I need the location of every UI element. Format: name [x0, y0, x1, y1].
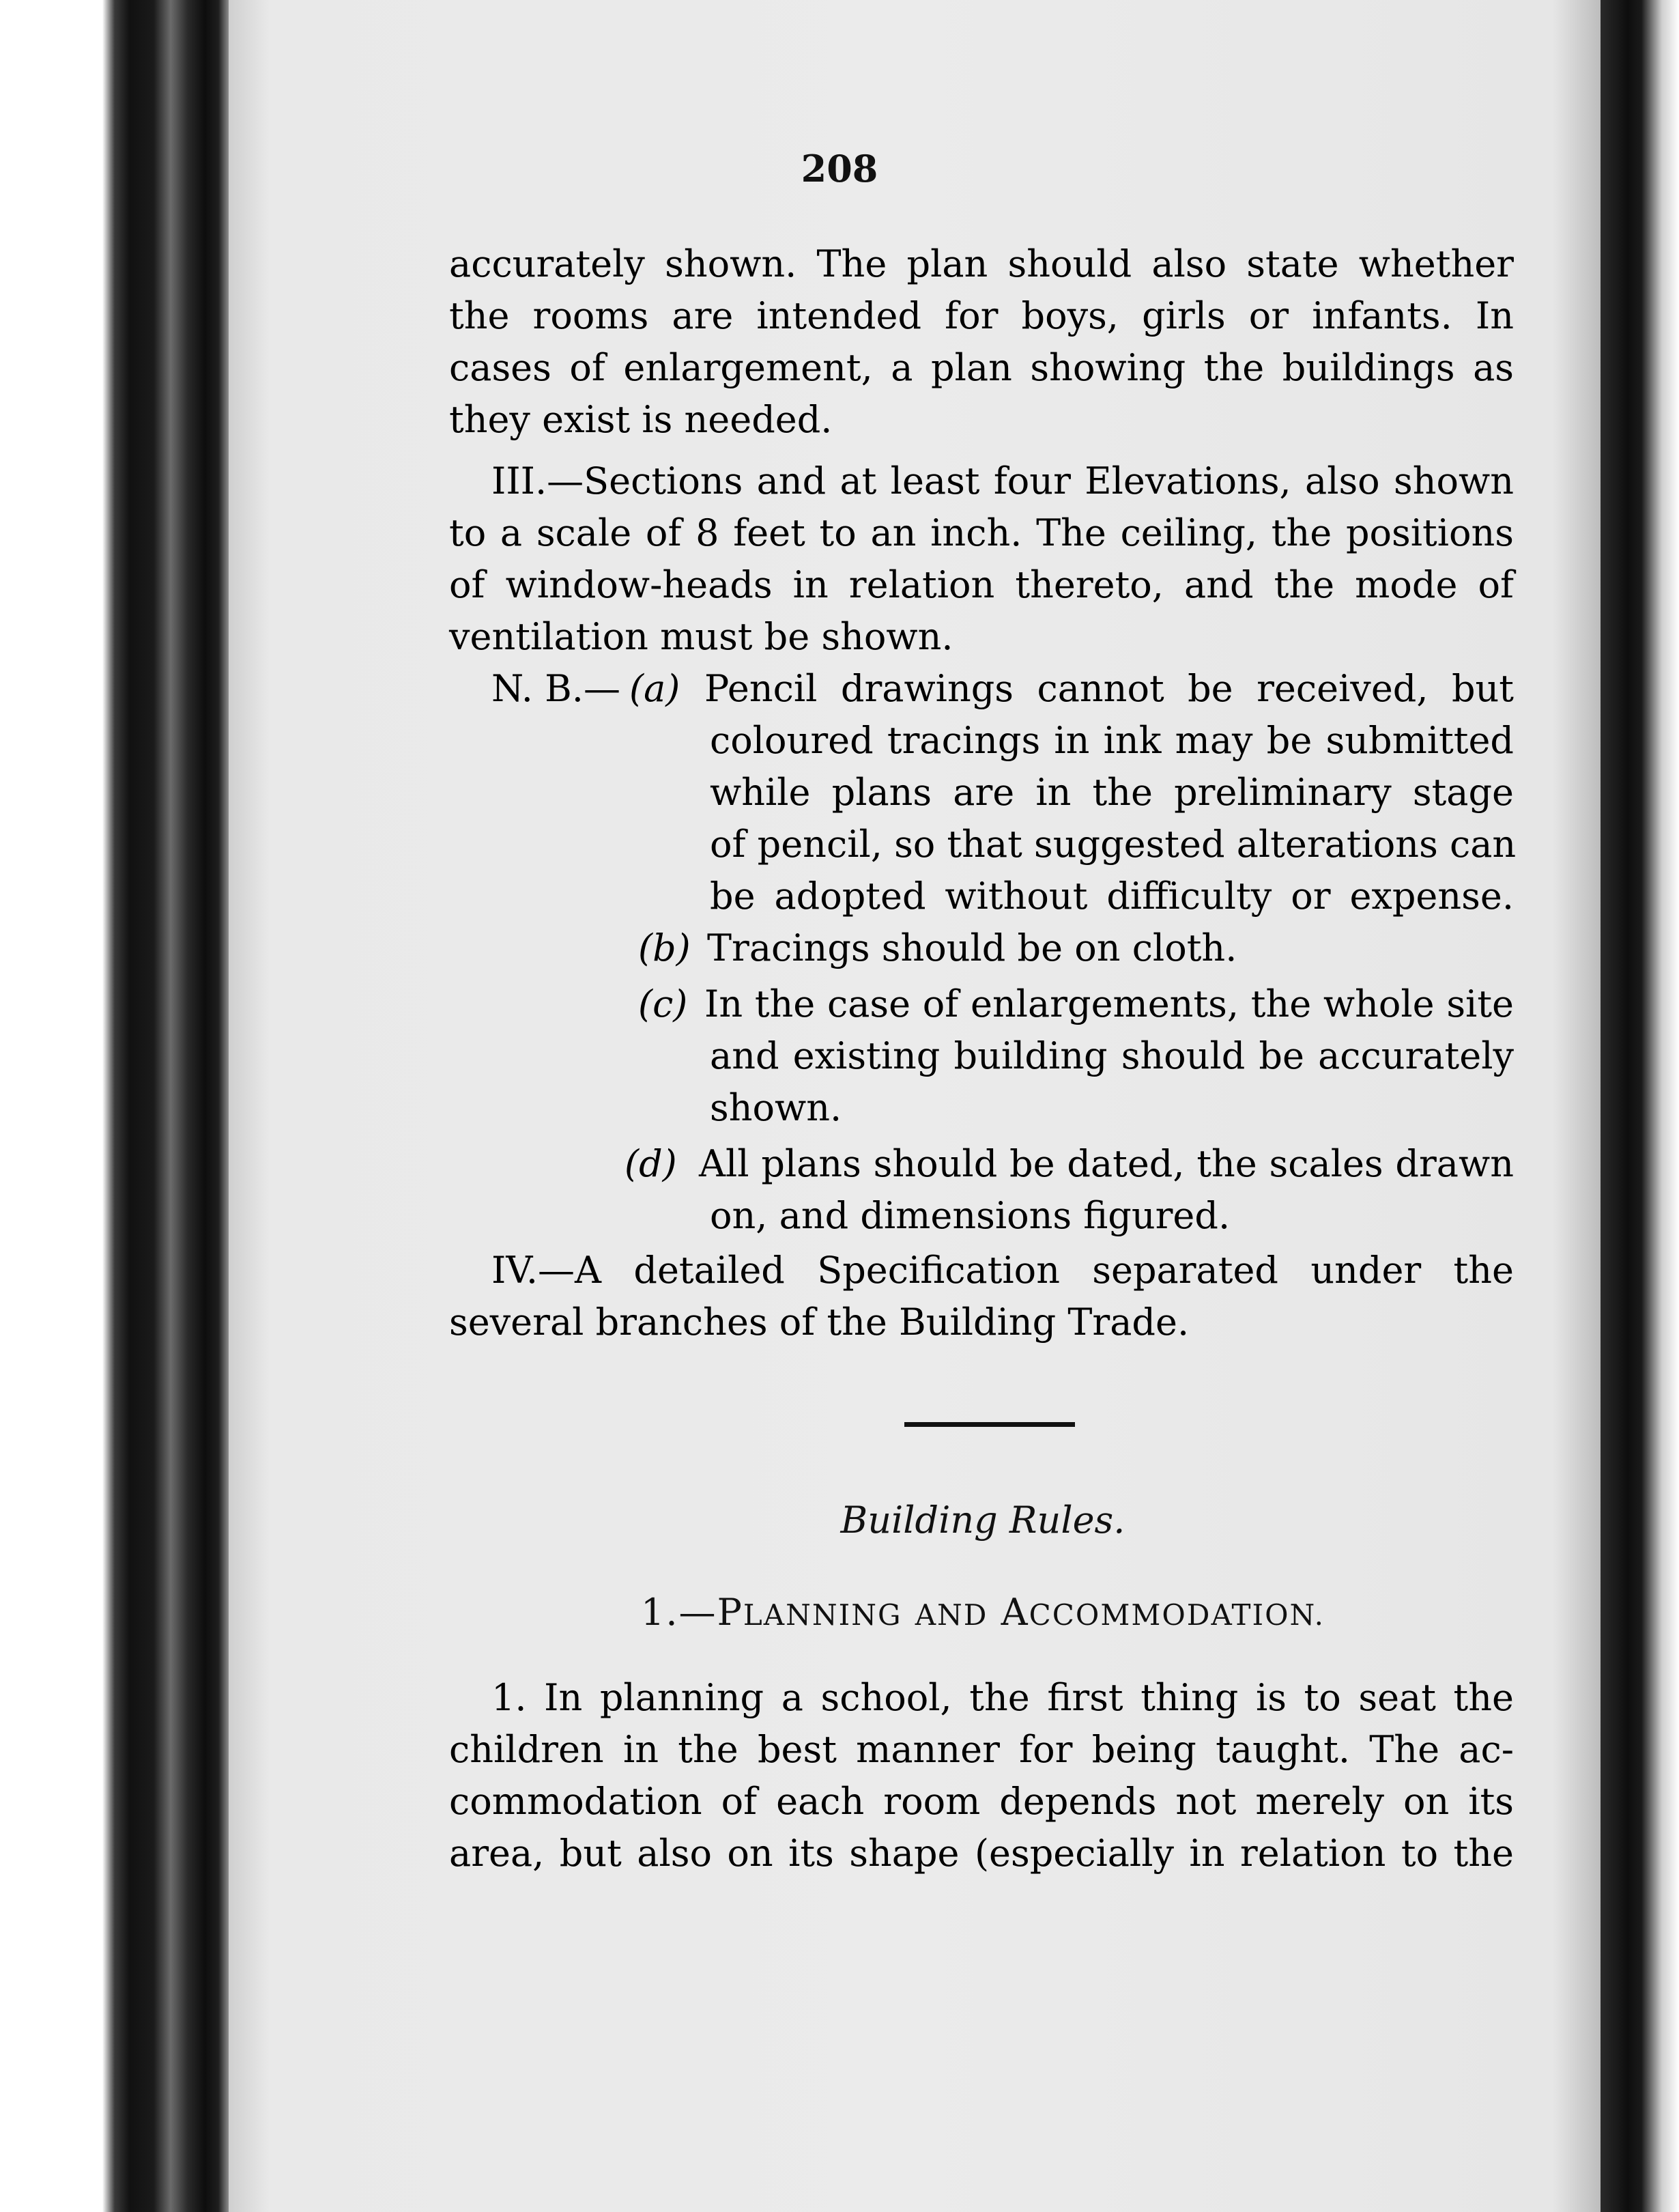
list-marker: (d) [625, 1142, 677, 1185]
book-binding-edge [0, 0, 229, 2212]
text-line: to a scale of 8 feet to an inch. The ceiling, the positions [449, 511, 1514, 554]
text-line: and existing building should be accurately [710, 1034, 1514, 1077]
text-line: Tracings should be on cloth. [707, 926, 1237, 969]
text-line: area, but also on its shape (especially in relation to the [449, 1832, 1514, 1875]
list-marker: (a) [629, 667, 680, 710]
text-line: 1. In planning a school, the first thing is to seat the [491, 1676, 1514, 1719]
text-line: IV.—A detailed Specification separated under the [491, 1249, 1514, 1292]
next-page-edge [1601, 0, 1679, 2212]
text-line: while plans are in the preliminary stage [710, 771, 1514, 814]
heading-word: AND [915, 1598, 988, 1632]
heading-word: LANNING [743, 1598, 902, 1632]
text-line: of pencil, so that suggested alterations can [710, 823, 1517, 866]
building-rules-title: Building Rules. [840, 1499, 1125, 1542]
text-line: coloured tracings in ink may be submitted [710, 719, 1514, 762]
text-line: In the case of enlargements, the whole site [704, 982, 1514, 1025]
text-line: III.—Sections and at least four Elevations, also shown [491, 459, 1514, 502]
text-line: they exist is needed. [449, 398, 833, 441]
section-number: 1.— [641, 1591, 717, 1634]
section-divider [904, 1422, 1075, 1427]
list-marker: (b) [638, 926, 691, 969]
heading-initial: P [717, 1591, 743, 1634]
page-number: 208 [801, 147, 878, 190]
section-heading [0, 1591, 1679, 1634]
text-line: accurately shown. The plan should also state whether [449, 242, 1514, 285]
text-line: be adopted without difficulty or expense. [710, 875, 1514, 918]
heading-word: CCOMMODATION. [1029, 1598, 1325, 1632]
text-line: of window-heads in relation thereto, and the mode of [449, 563, 1514, 606]
text-line: ventilation must be shown. [449, 615, 953, 658]
text-line: cases of enlargement, a plan showing the buildings as [449, 346, 1514, 389]
heading-initial: A [1001, 1591, 1029, 1634]
text-line: the rooms are intended for boys, girls or infants. In [449, 294, 1514, 337]
text-line: children in the best manner for being taught. The ac- [449, 1728, 1514, 1771]
text-line: Pencil drawings cannot be received, but [704, 667, 1514, 710]
text-line: shown. [710, 1086, 842, 1129]
text-line: commodation of each room depends not merely on its [449, 1780, 1514, 1823]
text-line: several branches of the Building Trade. [449, 1301, 1190, 1344]
list-marker: (c) [638, 982, 688, 1025]
nota-bene-prefix: N. B.— [491, 667, 620, 710]
text-line: All plans should be dated, the scales drawn [699, 1142, 1514, 1185]
text-line: on, and dimensions figured. [710, 1194, 1231, 1237]
